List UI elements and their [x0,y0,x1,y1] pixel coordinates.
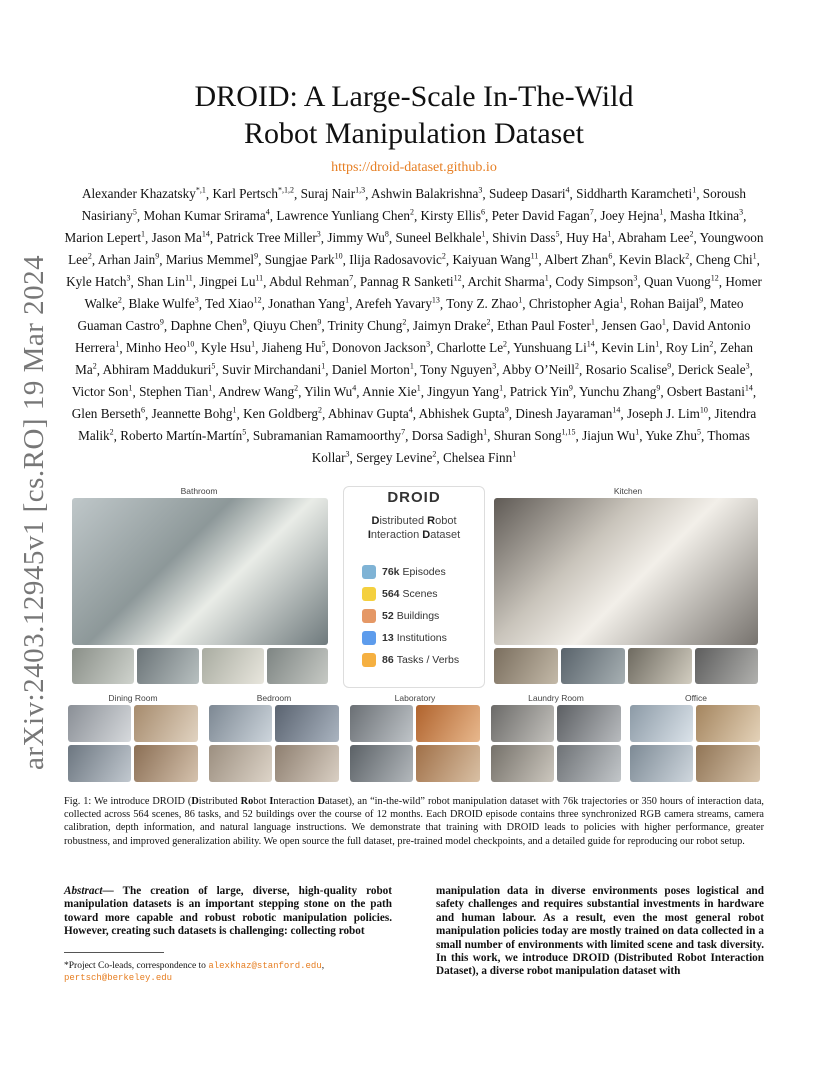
kitchen-thumb [561,648,625,684]
bathroom-thumb [137,648,199,684]
author: Shuran Song$^{1,15}$ [493,427,576,444]
paper-title [0,78,828,152]
bathroom-thumb [72,648,134,684]
panel-laundry-room [487,693,625,785]
author: Jimmy Wu$^8$ [327,229,389,246]
kitchen-thumb [628,648,692,684]
author: Sergey Levine$^2$ [356,449,437,466]
author: Minho Heo$^{10}$ [125,339,195,356]
author: Karl Pertsch$^{*,1,2}$ [212,186,294,202]
author: Jensen Gao$^1$ [601,317,666,334]
dining-thumb [68,745,131,782]
author: Yunchu Zhang$^9$ [579,383,661,400]
panel-label: Dining Room [108,693,158,703]
author: Thomas Kollar$^3$ [311,428,750,466]
author: Suvir Mirchandani$^1$ [221,361,326,378]
author: Victor Son$^1$ [71,383,133,400]
author: Trinity Chung$^2$ [327,317,407,334]
footnote: *Project Co-leads, correspondence to alexkhaz@stanford.edu, pertsch@berkeley.edu [64,961,325,983]
office-thumb [630,705,693,742]
author: Marius Memmel$^9$ [165,251,259,268]
author: Homer Walke$^2$ [84,274,762,312]
author: Dinesh Jayaraman$^{14}$ [515,405,621,422]
author: Stephen Tian$^1$ [139,383,213,400]
panel-label: Bathroom [180,486,218,496]
stat-row: 76k Episodes [362,565,446,579]
author: Archit Sharma$^1$ [467,273,549,290]
figure-caption: Fig. 1: We introduce DROID (Distributed Robot Interaction Dataset), an “in-the-wild” robot manipulation dataset with 76k trajectories or 350 hours of interaction data, collected across 564 scenes, 86 tasks, and 52 buildings over the course of 12 months. Each DROID episode contains three synchronized RGB camera streams, camera calibration, depth information, and natural language instructions. We demonstrate that training with DROID leads to policies with higher performance, greater robustness, and improved generalization ability. We open source the full dataset, pre-trained model checkpoints, and a detailed guide for reproducing our robot setup. [64,796,764,847]
author: Sungjae Park$^{10}$ [264,251,343,268]
author: Jeannette Bohg$^1$ [151,405,237,422]
author: Derick Seale$^3$ [677,361,750,378]
panel-office [628,693,764,785]
author: Donovon Jackson$^3$ [332,339,431,356]
author: Abby O’Neill$^2$ [502,361,579,378]
abstract-left-column [64,885,392,939]
author: Blake Wulfe$^3$ [128,295,199,312]
dining-thumb [134,705,198,742]
author: Arhan Jain$^9$ [97,251,160,268]
panel-kitchen [492,486,764,686]
author: Suraj Nair$^{1,3}$ [300,186,366,202]
author: Kirsty Ellis$^6$ [420,207,485,224]
stat-row: 86 Tasks / Verbs [362,653,459,667]
abstract-text-right: manipulation data in diverse environments poses logistical and safety challenges and requires substantial investments in hardware and human labour. As a result, even the most general robot manipulation policies today are mostly trained on data collected in a small number of environments with limited scene and task diversity. In this work, we introduce DROID (Distributed Robot Interaction Dataset), a diverse robot manipulation dataset with [436,885,764,978]
droid-subtitle: Distributed Robot Interaction Dataset [367,515,461,541]
author: Mateo Guaman Castro$^9$ [77,296,744,334]
author: Albert Zhan$^6$ [544,251,613,268]
author: Abhiram Maddukuri$^5$ [102,361,216,378]
panel-dining-room [64,693,202,785]
laundry-thumb [557,705,621,742]
author: Glen Berseth$^6$ [71,405,145,422]
bedroom-thumb [275,745,339,782]
author: Joseph J. Lim$^{10}$ [626,405,708,422]
author: Rohan Baijal$^9$ [629,295,704,312]
author: Joey Hejna$^1$ [600,207,664,224]
figure-1 [64,486,764,786]
panel-label: Bedroom [256,693,292,703]
title-line-1: DROID: A Large-Scale In-The-Wild [194,80,634,113]
author: Patrick Yin$^9$ [509,383,573,400]
author: Jason Ma$^{14}$ [151,229,210,246]
droid-info-box [343,486,485,688]
stat-row: 52 Buildings [362,609,439,623]
author: Jonathan Yang$^1$ [268,295,350,312]
author: Jaimyn Drake$^2$ [412,317,491,334]
panel-label: Kitchen [613,486,643,496]
bedroom-thumb [209,745,272,782]
author: Kyle Hsu$^1$ [200,339,256,356]
author: Tony Nguyen$^3$ [420,361,497,378]
author: Soroush Nasiriany$^5$ [81,186,747,224]
author: Marion Lepert$^1$ [64,229,146,246]
panel-label: Laboratory [394,693,436,703]
author: Osbert Bastani$^{14}$ [666,383,753,400]
author: Arefeh Yavary$^{13}$ [355,295,440,312]
laboratory-thumb [350,745,413,782]
author: Pannag R Sanketi$^{12}$ [359,273,462,290]
house-icon [362,609,376,623]
author: Andrew Wang$^2$ [218,383,299,400]
panel-bedroom [205,693,343,785]
author: Shivin Dass$^5$ [492,229,560,246]
email-link[interactable]: pertsch@berkeley.edu [64,973,173,983]
kitchen-thumb [695,648,758,684]
author: Youngwoon Lee$^2$ [68,230,764,268]
footnote-rule [64,952,164,953]
author: Jingpei Lu$^{11}$ [199,273,264,290]
office-thumb [696,705,760,742]
author: Ken Goldberg$^2$ [243,405,322,422]
laundry-thumb [491,745,554,782]
bathroom-thumb [267,648,328,684]
author: Jiajun Wu$^1$ [582,427,640,444]
flexed-arm-icon [362,653,376,667]
author: Siddharth Karamcheti$^1$ [576,186,697,202]
author: Jiaheng Hu$^5$ [261,339,326,356]
author: Abraham Lee$^2$ [617,229,694,246]
stat-row: 564 Scenes [362,587,438,601]
abstract-right-column [436,885,764,979]
dining-thumb [134,745,198,782]
dining-thumb [68,705,131,742]
panel-laboratory [346,693,484,785]
author: Ethan Paul Foster$^1$ [497,317,595,334]
bathroom-photo [72,498,328,645]
author: Tony Z. Zhao$^1$ [446,295,523,312]
author: Chelsea Finn$^1$ [442,449,517,466]
author: Jitendra Malik$^2$ [78,406,757,444]
kitchen-thumb [494,648,558,684]
author: Ashwin Balakrishna$^3$ [371,186,483,202]
office-thumb [630,745,693,782]
author: Mohan Kumar Srirama$^4$ [143,207,270,224]
picture-icon [362,587,376,601]
droid-logo-title: DROID [387,489,441,506]
author: Daniel Morton$^1$ [331,361,414,378]
author: Kevin Black$^2$ [618,251,690,268]
stat-row: 13 Institutions [362,631,447,645]
bathroom-thumb [202,648,264,684]
author: Jingyun Yang$^1$ [427,383,504,400]
author: Kaiyuan Wang$^{11}$ [452,251,539,268]
kitchen-photo [494,498,758,645]
laundry-thumb [557,745,621,782]
author: Yunshuang Li$^{14}$ [513,339,595,356]
author: Suneel Belkhale$^1$ [395,229,486,246]
author: Cheng Chi$^1$ [695,251,757,268]
author: Peter David Fagan$^7$ [491,207,594,224]
author: Dorsa Sadigh$^1$ [411,427,488,444]
author: Sudeep Dasari$^4$ [488,186,570,202]
panel-bathroom [64,486,334,686]
bedroom-thumb [275,705,339,742]
author: Quan Vuong$^{12}$ [643,273,719,290]
author: Zehan Ma$^2$ [75,340,753,378]
abstract-text-left: — The creation of large, diverse, high-quality robot manipulation datasets is an important stepping stone on the path toward more capable and robust robotic manipulation policies. However, creating such datasets is challenging: collecting robot [64,885,392,938]
author: David Antonio Herrera$^1$ [75,318,751,356]
panel-label: Laundry Room [528,693,584,703]
author: Abhinav Gupta$^4$ [327,405,413,422]
bedroom-thumb [209,705,272,742]
laundry-thumb [491,705,554,742]
author: Annie Xie$^1$ [362,383,421,400]
author: Kyle Hatch$^3$ [66,273,131,290]
author: Rosario Scalise$^9$ [585,361,672,378]
robot-icon [362,565,376,579]
panel-label: Office [684,693,708,703]
author: Alexander Khazatsky$^{*,1}$ [81,186,206,202]
author: Kevin Lin$^1$ [601,339,660,356]
author: Roy Lin$^2$ [665,339,714,356]
institution-icon [362,631,376,645]
office-thumb [696,745,760,782]
author: Yuke Zhu$^5$ [645,427,701,444]
author: Yilin Wu$^4$ [304,383,357,400]
author: Abhishek Gupta$^9$ [418,405,509,422]
author: Cody Simpson$^3$ [555,273,638,290]
project-url[interactable]: https://droid-dataset.github.io [331,160,497,175]
laboratory-thumb [416,705,480,742]
laboratory-thumb [350,705,413,742]
author: Ilija Radosavovic$^2$ [349,251,446,268]
author: Christopher Agia$^1$ [528,295,624,312]
author: Charlotte Le$^2$ [436,339,508,356]
author: Masha Itkina$^3$ [669,207,744,224]
title-line-2: Robot Manipulation Dataset [244,117,584,150]
author-list: Alexander Khazatsky$^{*,1}$, Karl Pertsch$^{*,1,2}$, Suraj Nair$^{1,3}$, Ashwin Balakrishna$^3$, Sudeep Dasari$^4$, Siddharth Karamcheti$^1$, Soroush Nasiriany$^5$, Mohan Kumar Srirama$^4$, Lawrence Yunliang Chen$^2$, Kirsty Ellis$^6$, Peter David Fagan$^7$, Joey Hejna$^1$, Masha Itkina$^3$, Marion Lepert$^1$, Jason Ma$^{14}$, Patrick Tree Miller$^3$, Jimmy Wu$^8$, Suneel Belkhale$^1$, Shivin Dass$^5$, Huy Ha$^1$, Abraham Lee$^2$, Youngwoon Lee$^2$, Arhan Jain$^9$, Marius Memmel$^9$, Sungjae Park$^{10}$, Ilija Radosavovic$^2$, Kaiyuan Wang$^{11}$, Albert Zhan$^6$, Kevin Black$^2$, Cheng Chi$^1$, Kyle Hatch$^3$, Shan Lin$^{11}$, Jingpei Lu$^{11}$, Abdul Rehman$^7$, Pannag R Sanketi$^{12}$, Archit Sharma$^1$, Cody Simpson$^3$, Quan Vuong$^{12}$, Homer Walke$^2$, Blake Wulfe$^3$, Ted Xiao$^{12}$, Jonathan Yang$^1$, Arefeh Yavary$^{13}$, Tony Z. Zhao$^1$, Christopher Agia$^1$, Rohan Baijal$^9$, Mateo Guaman Castro$^9$, Daphne Chen$^9$, Qiuyu Chen$^9$, Trinity Chung$^2$, Jaimyn Drake$^2$, Ethan Paul Foster$^1$, Jensen Gao$^1$, David Antonio Herrera$^1$, Minho Heo$^{10}$, Kyle Hsu$^1$, Jiaheng Hu$^5$, Donovon Jackson$^3$, Charlotte Le$^2$, Yunshuang Li$^{14}$, Kevin Lin$^1$, Roy Lin$^2$, Zehan Ma$^2$, Abhiram Maddukuri$^5$, Suvir Mirchandani$^1$, Daniel Morton$^1$, Tony Nguyen$^3$, Abby O’Neill$^2$, Rosario Scalise$^9$, Derick Seale$^3$, Victor Son$^1$, Stephen Tian$^1$, Andrew Wang$^2$, Yilin Wu$^4$, Annie Xie$^1$, Jingyun Yang$^1$, Patrick Yin$^9$, Yunchu Zhang$^9$, Osbert Bastani$^{14}$, Glen Berseth$^6$, Jeannette Bohg$^1$, Ken Goldberg$^2$, Abhinav Gupta$^4$, Abhishek Gupta$^9$, Dinesh Jayaraman$^{14}$, Joseph J. Lim$^{10}$, Jitendra Malik$^2$, Roberto Martín-Martín$^5$, Subramanian Ramamoorthy$^7$, Dorsa Sadigh$^1$, Shuran Song$^{1,15}$, Jiajun Wu$^1$, Yuke Zhu$^5$, Thomas Kollar$^3$, Sergey Levine$^2$, Chelsea Finn$^1$ [64,186,764,466]
author: Abdul Rehman$^7$ [269,273,354,290]
author: Subramanian Ramamoorthy$^7$ [252,427,406,444]
author: Daphne Chen$^9$ [170,317,247,334]
author: Ted Xiao$^{12}$ [205,295,262,312]
author: Roberto Martín-Martín$^5$ [120,427,247,444]
author: Patrick Tree Miller$^3$ [216,229,321,246]
author: Shan Lin$^{11}$ [137,273,193,290]
abstract-label: Abstract [64,885,103,897]
author: Huy Ha$^1$ [566,229,612,246]
author: Qiuyu Chen$^9$ [253,317,322,334]
arxiv-stamp: arXiv:2403.12945v1 [cs.RO] 19 Mar 2024 [18,254,50,770]
laboratory-thumb [416,745,480,782]
email-link[interactable]: alexkhaz@stanford.edu [208,961,322,971]
author: Lawrence Yunliang Chen$^2$ [276,207,414,224]
